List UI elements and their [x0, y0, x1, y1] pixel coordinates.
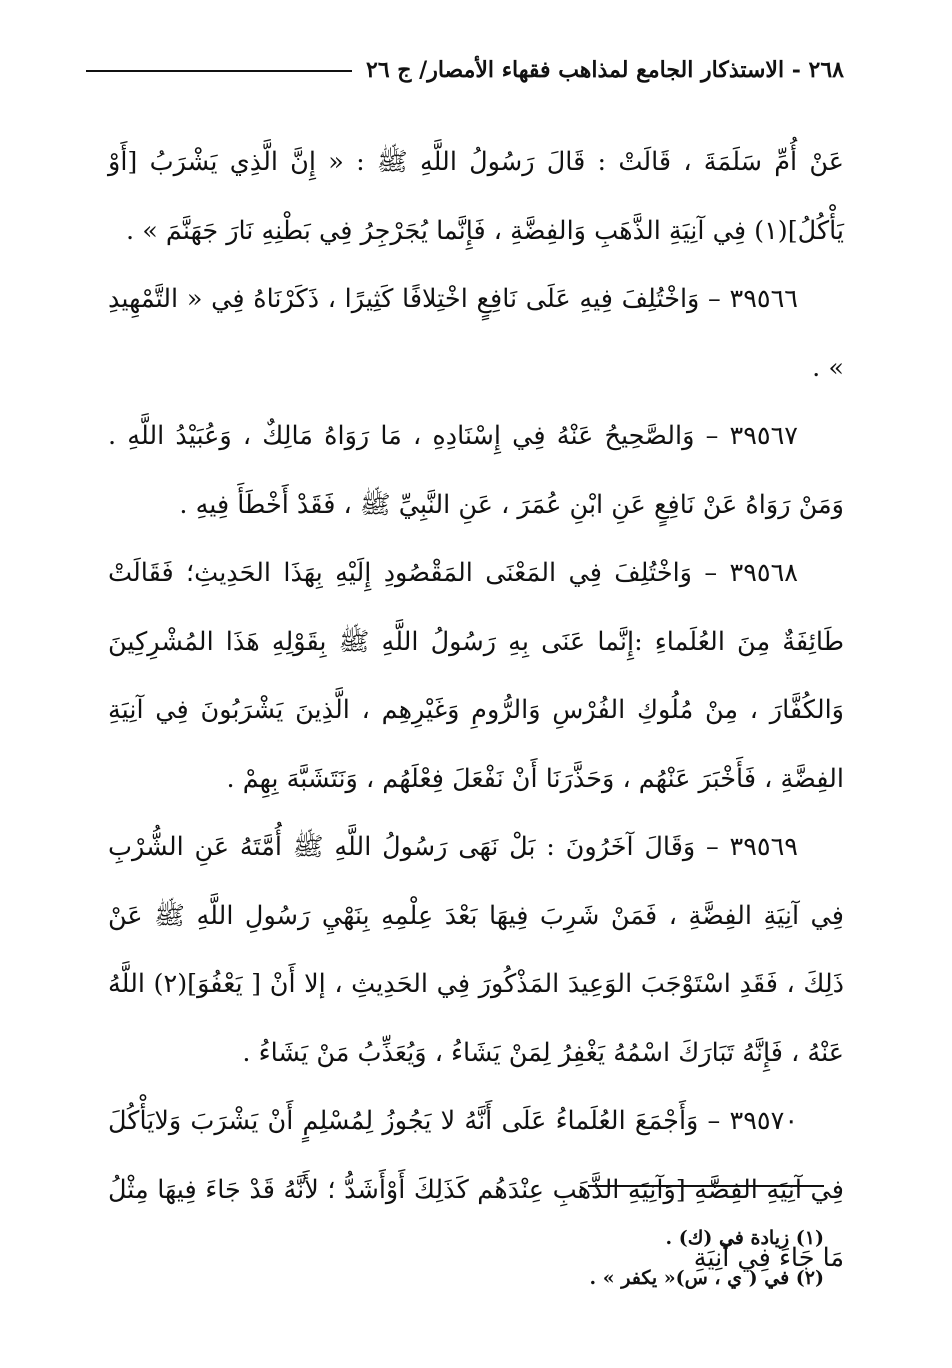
paragraph-39566: [108, 265, 844, 402]
body-text: [108, 128, 844, 1293]
paragraph-text: عَنْ أُمِّ سَلَمَةَ ، قَالَتْ : قَالَ رَسُولُ اللَّهِ ﷺ : « إِنَّ الَّذِي يَشْرَبُ [أَوْ يَأْكُلُ](١) فِي آنِيَةِ الذَّهَبِ وَالفِضَّةِ ، فَإِنَّما يُجَرْجِرُ فِي بَطْنِهِ نَارَ جَهَنَّمَ » .: [108, 147, 844, 246]
footnote-1: (١) زيادة في (ك) .: [665, 1227, 824, 1249]
number-dash: –: [695, 832, 719, 862]
header-rule: [86, 70, 352, 72]
paragraph-text: وَقَالَ آخَرُونَ : بَلْ نَهَى رَسُولُ اللَّهِ ﷺ أُمَّتَهُ عَنِ الشُّرْبِ فِي آنِيَةِ الفِضَّةِ ، فَمَنْ شَرِبَ فِيهَا بَعْدَ عِلْمِهِ بِنَهْيِ رَسُولِ اللَّهِ ﷺ عَنْ ذَلِكَ ، فَقَدِ اسْتَوْجَبَ الوَعِيدَ المَذْكُورَ فِي الحَدِيثِ ، إلا أَنْ [ يَعْفُوَ](٢) اللَّهُ عَنْهُ ، فَإِنَّهُ تَبَارَكَ اسْمُهُ يَغْفِرُ لِمَنْ يَشَاءُ ، وَيُعَذِّبُ مَنْ يَشَاءُ .: [108, 832, 844, 1068]
paragraph-number: ٣٩٥٦٦: [729, 284, 798, 314]
footnotes: [124, 1218, 824, 1298]
header-title: ٢٦٨ - الاستذكار الجامع لمذاهب فقهاء الأمصار/ ج ٢٦: [366, 57, 844, 83]
paragraph-number: ٣٩٥٦٧: [729, 421, 798, 451]
paragraph-39568: [108, 539, 844, 813]
number-dash: –: [699, 284, 721, 314]
paragraph-number: ٣٩٥٦٩: [729, 832, 798, 862]
paragraph-text: وَاخْتُلِفَ فِي المَعْنَى المَقْصُودِ إِلَيْهِ بِهَذَا الحَدِيثِ؛ فَقَالَتْ طَائِفَةٌ مِنَ العُلَماءِ :إِنَّما عَنَى بِهِ رَسُولُ اللَّهِ ﷺ بِقَوْلِهِ هَذَا المُشْرِكِينَ وَالكُفَّارَ ، مِنْ مُلُوكِ الفُرْسِ وَالرُّومِ وَغَيْرِهِم ، الَّذِينَ يَشْرَبُونَ فِي آنِيَةِ الفِضَّةِ ، فَأَخْبَرَ عَنْهُم ، وَحَذَّرَنَا أَنْ نَفْعَلَ فِعْلَهُم ، وَنَتَشَبَّهَ بِهِمْ .: [108, 558, 844, 794]
running-header: [86, 52, 844, 88]
number-dash: –: [691, 558, 718, 588]
paragraph-39569: [108, 813, 844, 1087]
paragraph-text: وَاخْتُلِفَ فِيهِ عَلَى نَافِعٍ اخْتِلافًا كَثِيرًا ، ذَكَرْنَاهُ فِي « التَّمْهِيدِ » .: [108, 284, 844, 383]
paragraph-intro: [108, 128, 844, 265]
paragraph-number: ٣٩٥٧٠: [729, 1106, 799, 1136]
footnote-2: (٢) في ( ي ، س)« يكفر » .: [589, 1267, 824, 1289]
paragraph-text: وَالصَّحِيحُ عَنْهُ فِي إِسْنَادِهِ ، مَا رَوَاهُ مَالِكٌ ، وَعُبَيْدُ اللَّهِ . وَمَنْ رَوَاهُ عَنْ نَافِعٍ عَنِ ابْنِ عُمَرَ ، عَنِ النَّبِيِّ ﷺ ، فَقَدْ أَخْطَأَ فِيهِ .: [108, 421, 844, 520]
footnote-separator: [588, 1185, 824, 1187]
number-dash: –: [698, 1106, 721, 1136]
number-dash: –: [694, 421, 719, 451]
paragraph-39567: [108, 402, 844, 539]
paragraph-text: وَأَجْمَعَ العُلَماءُ عَلَى أَنَّهُ لا يَجُوزُ لِمُسْلِمٍ أَنْ يَشْرَبَ وَلايَأْكُلَ فِي آنِيَةِ الفِضَّةِ [وَآنِيَةِ الذَّهَبِ عِنْدَهُم كَذَلِكَ أَوْأَشَدُّ ؛ لأَنَّهُ قَدْ جَاءَ فِيهَا مِثْلُ مَا جَاءَ فِي آنِيَةِ: [108, 1106, 844, 1273]
paragraph-number: ٣٩٥٦٨: [729, 558, 798, 588]
